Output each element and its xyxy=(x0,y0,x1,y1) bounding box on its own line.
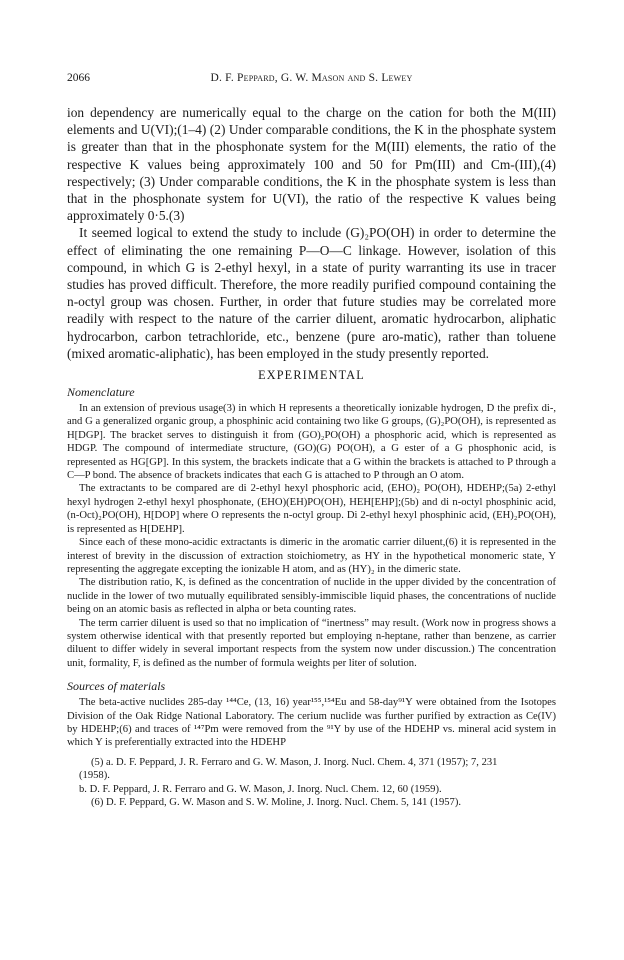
page-number: 2066 xyxy=(67,72,90,84)
intro-text xyxy=(67,104,556,362)
subsection-sources: Sources of materials xyxy=(67,679,166,694)
nomenclature-text xyxy=(67,402,556,670)
spacer xyxy=(67,670,556,679)
journal-page xyxy=(67,70,556,809)
sources-text xyxy=(67,696,556,750)
intro-paragraph-2: It seemed logical to extend the study to include (G)₂PO(OH) in order to determine the effect of eliminating the one remaining P—O—C linkage. However, isolation of this compound, in which G is 2-ethyl hexyl, in a state of purity warranting its use in tracer studies has proved difficult. Therefore, the more readily purified compound containing the n-octyl group was chosen. Further, in order that future studies may be correlated more readily with respect to the nature of the carrier diluent, aromatic hydrocarbon, aliphatic hydrocarbon, carbon tetrachloride, etc., benzene (pure aro-matic), rather than toluene (mixed aromatic-aliphatic), has been employed in the study presently reported. xyxy=(67,225,556,361)
nomenclature-paragraph-3: Since each of these mono-acidic extractants is dimeric in the aromatic carrier diluent,(6) it is represented in the interest of brevity in the discussion of extraction stoichiometry, as HY in the hypothetical monomeric state, Y representing the aggregate excepting the ionizable H atom, and as (HY)₂ in the dimeric state. xyxy=(67,537,556,575)
footnote-5a: (5) a. D. F. Peppard, J. R. Ferraro and G. W. Mason, J. Inorg. Nucl. Chem. 4, 371 (1957); 7, 231 xyxy=(91,756,498,768)
footnote-5b: b. D. F. Peppard, J. R. Ferraro and G. W. Mason, J. Inorg. Nucl. Chem. 12, 60 (1959). xyxy=(79,783,442,795)
footnote-6: (6) D. F. Peppard, G. W. Mason and S. W. Moline, J. Inorg. Nucl. Chem. 5, 141 (1957). xyxy=(91,797,462,809)
nomenclature-paragraph-5: The term carrier diluent is used so that no implication of “inertness” may result. (Work now in progress shows a system otherwise identical with that presently reported but employing n-heptane, rather than benzene, as carrier diluent to differ widely in several important respects from the system now under discussion.) The concentration unit, formality, F, is defined as the number of formula weights per liter of solution. xyxy=(67,617,556,669)
sources-paragraph-1: The beta-active nuclides 285-day ¹⁴⁴Ce, (13, 16) year¹⁵⁵,¹⁵⁴Eu and 58-day⁹¹Y were obtained from the Isotopes Division of the Oak Ridge National Laboratory. The cerium nuclide was further purified by extraction as Ce(IV) by HDEHP;(6) and traces of ¹⁴⁷Pm were removed from the ⁹¹Y by use of the HDEHP vs. mineral acid system in which Y is preferentially extracted into the HDEHP xyxy=(67,697,556,749)
running-header xyxy=(67,70,556,86)
footnotes xyxy=(67,756,556,810)
running-authors: D. F. Peppard, G. W. Mason and S. Lewey xyxy=(210,72,413,84)
nomenclature-paragraph-4: The distribution ratio, K, is defined as the concentration of nuclide in the upper divided by the concentration of nuclide in the lower of two mutually equilibrated sensibly-immiscible liquid phases, the concentrations of nuclide being on an atomic basis as reflected in alpha or beta counting rates. xyxy=(67,577,556,616)
intro-paragraph-1: ion dependency are numerically equal to the charge on the cation for both the M(III) elements and U(VI);(1–4) (2) Under comparable conditions, the K in the phosphate system is greater than that in the phosphonate system for the M(III) elements, the ratio of the respective K values being approximately 100 and 50 for Pm(III) and Cm-(III),(4) respectively; (3) Under comparable conditions, the K in the phosphate system is less than that in the phosphonate system for U(VI), the ratio of the respective K values being approximately 0·5.(3) xyxy=(67,105,556,224)
footnote-5a-continued: (1958). xyxy=(79,770,110,782)
subsection-nomenclature: Nomenclature xyxy=(67,385,135,400)
nomenclature-paragraph-2: The extractants to be compared are di 2-ethyl hexyl phosphoric acid, (EHO)₂ PO(OH), HDEHP;(5a) 2-ethyl hexyl hydrogen 2-ethyl hexyl phosphonate, (EHO)(EH)PO(OH), HEH[EHP];(5b) and di n-octyl phosphinic acid, (n-Oct)₂PO(OH), H[DOP] where O represents the n-octyl group. Di 2-ethyl hexyl phosphinic acid, (EH)₂PO(OH), is represented as H[DEHP]. xyxy=(67,483,556,535)
section-title: EXPERIMENTAL xyxy=(258,368,365,383)
nomenclature-paragraph-1: In an extension of previous usage(3) in which H represents a theoretically ionizable hydrogen, D the prefix di-, and G a generalized organic group, a phosphinic acid containing two like G groups, (G)₂PO(OH), is represented as H[DGP]. The bracket serves to distinguish it from (GO)₂PO(OH) a phosphoric acid, which is represented as HDGP. The compound of intermediate structure, (GO)(G) PO(OH), a G ester of a G phosphonic acid, is represented as HG[GP]. In this system, the brackets indicate that a G within the brackets is attached to P through a C—P bond. The absence of brackets indicates that each G is attached to P through an O atom. xyxy=(67,403,556,482)
